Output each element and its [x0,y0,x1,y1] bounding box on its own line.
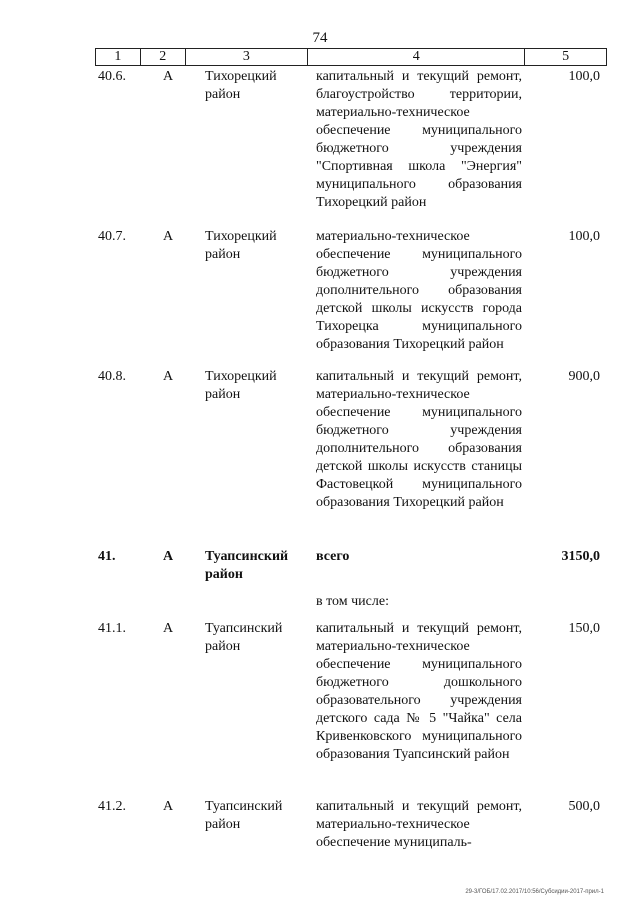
row-region: Туапсинский район [205,799,283,832]
header-col-3: 3 [186,49,309,65]
row-amount: 100,0 [568,229,600,244]
row-number: 41.2. [98,799,126,814]
header-col-2: 2 [141,49,186,65]
row-amount: 500,0 [568,799,600,814]
row-category: А [163,621,174,636]
row-amount: 100,0 [568,69,600,84]
row-description: капитальный и текущий ремонт, материально-техническое обеспечение муниципаль- [316,799,522,850]
row-region: Туапсинский район [205,621,283,654]
row-number: 40.7. [98,229,126,244]
row-category: А [163,69,174,84]
row-category: А [163,549,174,564]
row-description: в том числе: [316,594,389,609]
row-number: 41. [98,549,116,564]
row-amount: 150,0 [568,621,600,636]
document-footer-id: 29-3/ГОБ/17.02.2017/10:56/Субсидии-2017-прил-1 [465,889,604,895]
row-region: Тихорецкий район [205,369,277,402]
row-description: всего [316,549,350,564]
row-category: А [163,369,174,384]
row-number: 40.6. [98,69,126,84]
table-header-row [95,48,607,66]
row-amount: 900,0 [568,369,600,384]
row-number: 40.8. [98,369,126,384]
row-region: Туапсинский район [205,549,289,582]
header-col-1: 1 [96,49,141,65]
row-description: капитальный и текущий ремонт, благоустройство территории, материально-техническое обеспечение муниципального бюджетного учреждения "Спортивная школа "Энергия" муниципального образования Тихорецкий район [316,69,522,210]
header-col-5: 5 [562,49,570,64]
row-description: капитальный и текущий ремонт, материально-техническое обеспечение муниципального бюджетного дошкольного образовательного учреждения детского сада № 5 "Чайка" села Кривенковского муниципального образования Туапсинский район [316,621,522,762]
row-description: капитальный и текущий ремонт, материально-техническое обеспечение муниципального бюджетного учреждения дополнительного образования детской школы искусств станицы Фастовецкой муниципального образования Тихорецкий район [316,369,522,510]
header-col-4: 4 [308,49,525,65]
page-number: 74 [312,30,328,46]
row-category: А [163,229,174,244]
row-amount: 3150,0 [561,549,600,564]
row-region: Тихорецкий район [205,229,277,262]
row-region: Тихорецкий район [205,69,277,102]
row-number: 41.1. [98,621,126,636]
row-category: А [163,799,174,814]
row-description: материально-техническое обеспечение муниципального бюджетного учреждения дополнительного образования детской школы искусств города Тихорецка муниципального образования Тихорецкий район [316,229,522,352]
